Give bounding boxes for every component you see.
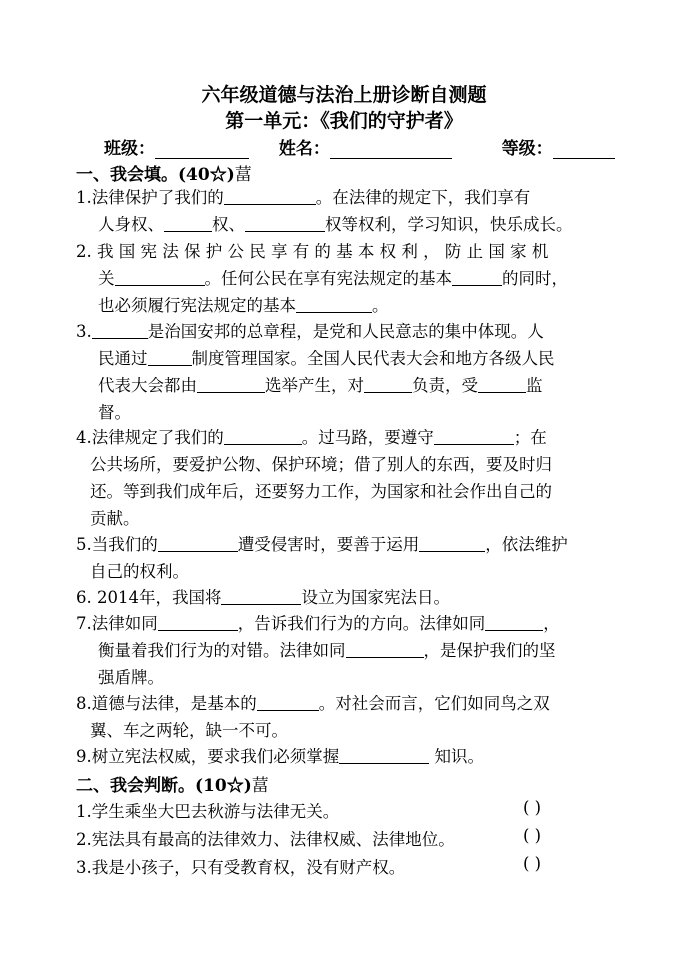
section-judge-heading — [76, 771, 269, 796]
q3-text-a: 3. — [76, 322, 92, 341]
q9-text-a: 9.树立宪法权威，要求我们必须掌握 — [76, 747, 340, 766]
q5-blank-1[interactable] — [158, 534, 238, 552]
question-2 — [76, 238, 616, 319]
q5-blank-2[interactable] — [419, 534, 485, 552]
q3-text-i: 督。 — [98, 403, 131, 422]
q3-blank-2[interactable] — [148, 348, 192, 366]
class-blank[interactable] — [155, 142, 249, 159]
q7-text-d: 衡量着我们行为的对错。法律如同 — [98, 641, 346, 660]
question-8 — [76, 690, 616, 744]
judge-answer-box[interactable]: ( ) — [523, 798, 542, 817]
q7-text-c: ， — [543, 614, 560, 633]
q3-blank-4[interactable] — [364, 375, 412, 393]
section-judge-mark: 葍 — [251, 776, 269, 796]
q1-text-e: 权等权利，学习知识，快乐成长。 — [325, 215, 573, 234]
q5-text-b: 遭受侵害时，要善于运用 — [237, 535, 420, 554]
judge-item: 3.我是小孩子，只有受教育权，没有财产权。 — [76, 858, 406, 877]
q1-text-d: 权、 — [212, 215, 245, 234]
q3-text-c: 民通过 — [98, 349, 148, 368]
q7-text-f: 强盾牌。 — [98, 668, 164, 687]
q3-blank-3[interactable] — [197, 375, 265, 393]
class-label: 班级： — [104, 139, 155, 159]
q2-text-d: 的同时， — [502, 269, 568, 288]
q1-blank-1[interactable] — [224, 187, 316, 205]
q3-text-f: 选举产生，对 — [265, 376, 364, 395]
name-blank[interactable] — [330, 142, 452, 159]
question-5 — [76, 531, 616, 585]
q4-blank-2[interactable] — [434, 427, 514, 445]
q9-text-b: 知识。 — [429, 747, 484, 766]
q1-text-c: 人身权、 — [98, 215, 164, 234]
q3-text-b: 是治国安邦的总章程，是党和人民意志的集中体现。人 — [147, 322, 544, 341]
judge-item: 1.学生乘坐大巴去秋游与法律无关。 — [76, 802, 340, 821]
q5-text-d: 自己的权利。 — [90, 562, 189, 581]
q7-text-b: ，告诉我们行为的方向。法律如同 — [237, 614, 486, 633]
q1-blank-2[interactable] — [164, 214, 212, 232]
q4-text-e: 还。等到我们成年后，还要努力工作，为国家和社会作出自己的 — [90, 482, 552, 501]
q3-blank-1[interactable] — [92, 321, 148, 339]
q8-text-a: 8.道德与法律，是基本的 — [76, 694, 257, 713]
q5-text-c: ，依法维护 — [485, 535, 568, 554]
q3-text-e: 代表大会都由 — [98, 376, 197, 395]
section-fill-title: 一、我会填。(40☆) — [76, 165, 235, 185]
q6-text-b: 设立为国家宪法日。 — [301, 588, 450, 607]
question-9 — [76, 743, 616, 770]
q6-blank-1[interactable] — [221, 587, 301, 605]
q3-blank-5[interactable] — [478, 375, 526, 393]
q7-blank-1[interactable] — [158, 613, 238, 631]
q2-text-a: 2. 我 国 宪 法 保 护 公 民 享 有 的 基 本 权 利 ， 防 止 国 家 机 — [76, 242, 549, 261]
q2-blank-3[interactable] — [296, 295, 372, 313]
judge-answer-box[interactable]: ( ) — [523, 826, 542, 845]
q7-blank-3[interactable] — [346, 640, 424, 658]
q4-text-c: ；在 — [513, 428, 547, 447]
q7-text-a: 7.法律如同 — [76, 614, 158, 633]
grade-blank[interactable] — [553, 142, 615, 159]
q8-text-c: 翼、车之两轮，缺一不可。 — [90, 721, 288, 740]
q1-blank-3[interactable] — [245, 214, 325, 232]
q7-text-e: ，是保护我们的坚 — [423, 641, 556, 660]
judge-item: 2.宪法具有最高的法律效力、法律权威、法律地位。 — [76, 830, 455, 849]
q3-text-g: 负责，受 — [412, 376, 478, 395]
worksheet-title: 六年级道德与法治上册诊断自测题 — [201, 84, 487, 106]
q2-blank-2[interactable] — [452, 268, 502, 286]
q8-text-b: 。对社会而言，它们如同鸟之双 — [318, 694, 550, 713]
student-info-row — [104, 134, 615, 159]
q6-text-a: 6. 2014年，我国将 — [76, 588, 222, 607]
grade-label: 等级： — [501, 139, 553, 159]
q2-text-e: 也必须履行宪法规定的基本 — [98, 296, 296, 315]
unit-subtitle: 第一单元：《我们的守护者》 — [225, 110, 463, 132]
q2-text-c: 。任何公民在享有宪法规定的基本 — [204, 269, 452, 288]
question-7 — [76, 610, 616, 691]
q7-blank-2[interactable] — [485, 613, 543, 631]
question-3 — [76, 318, 616, 426]
q4-blank-1[interactable] — [224, 427, 302, 445]
section-fill-mark: 葍 — [234, 165, 252, 185]
q3-text-d: 制度管理国家。全国人民代表大会和地方各级人民 — [191, 349, 555, 368]
q8-blank-1[interactable] — [257, 693, 319, 711]
q1-text-b: 。在法律的规定下，我们享有 — [315, 188, 531, 207]
name-label: 姓名： — [278, 139, 330, 159]
q1-text-a: 1.法律保护了我们的 — [76, 188, 224, 207]
q4-text-d: 公共场所，要爱护公物、保护环境；借了别人的东西，要及时归 — [90, 455, 552, 474]
question-6 — [76, 584, 616, 611]
q4-text-f: 贡献。 — [90, 509, 140, 528]
section-fill-heading — [76, 160, 252, 185]
q5-text-a: 5.当我们的 — [76, 535, 158, 554]
question-1 — [76, 184, 616, 238]
q4-text-a: 4.法律规定了我们的 — [76, 428, 224, 447]
judge-answer-box[interactable]: ( ) — [523, 854, 542, 873]
q2-text-f: 。 — [372, 296, 389, 315]
q2-text-b: 关 — [98, 269, 115, 288]
q3-text-h: 监 — [526, 376, 543, 395]
q2-blank-1[interactable] — [115, 268, 205, 286]
q9-blank-1[interactable] — [339, 746, 429, 764]
q4-text-b: 。过马路，要遵守 — [301, 428, 434, 447]
question-4 — [76, 424, 616, 532]
section-judge-title: 二、我会判断。(10☆) — [76, 776, 252, 796]
